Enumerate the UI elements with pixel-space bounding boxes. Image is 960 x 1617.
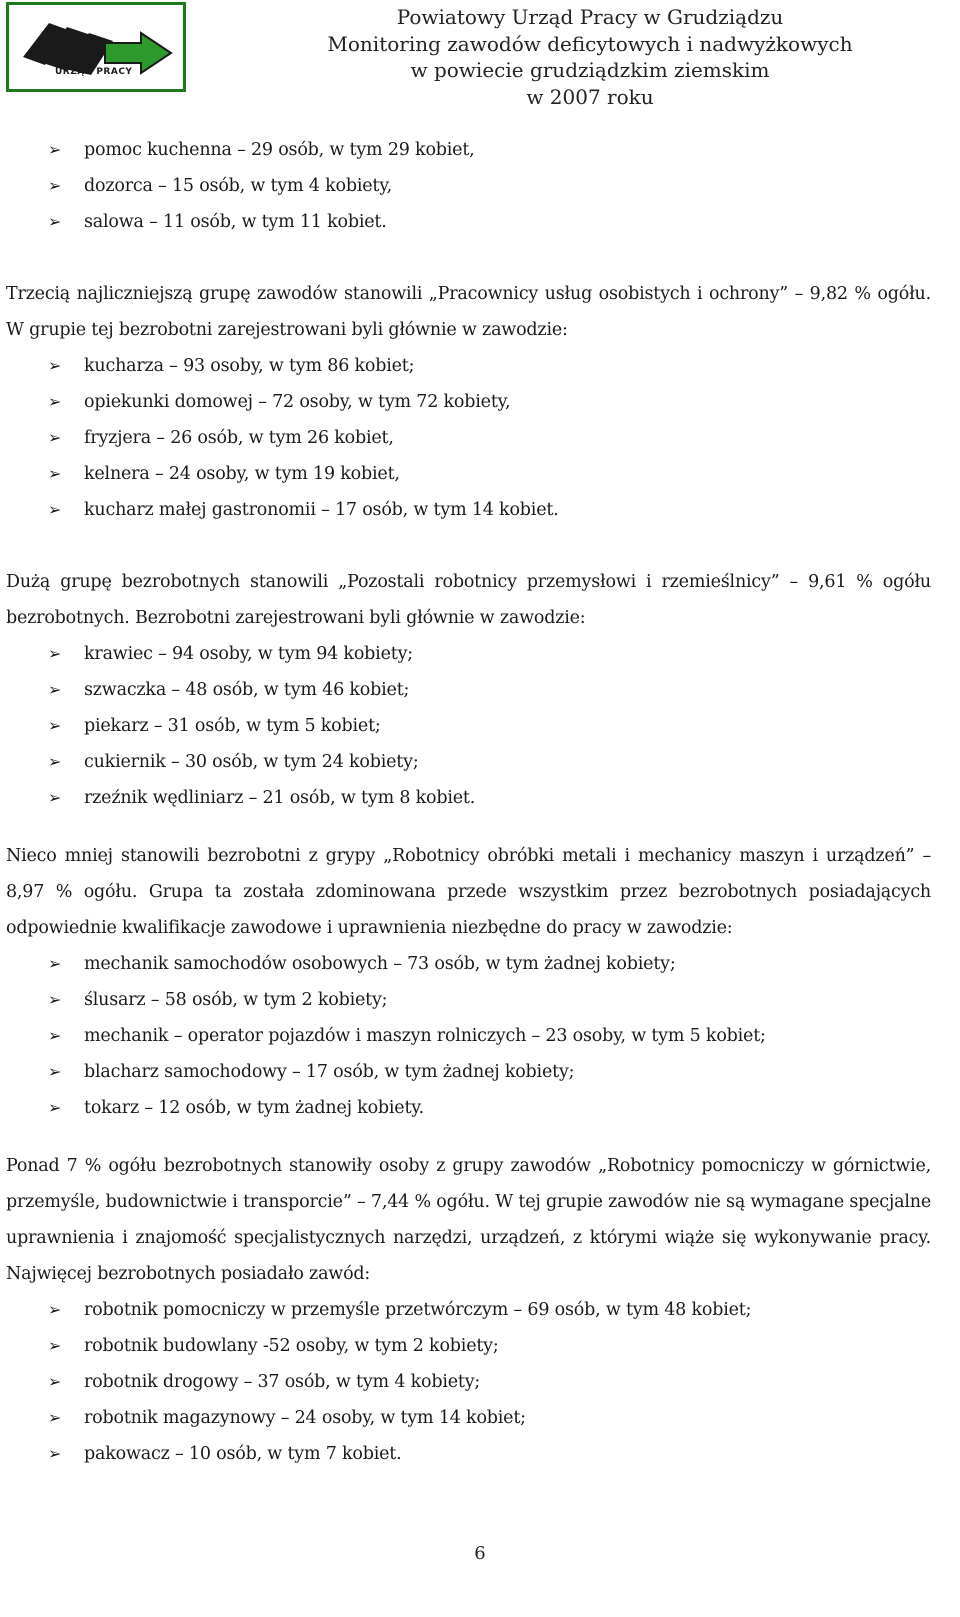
list-item: ➢ blacharz samochodowy – 17 osób, w tym żadnej kobiety; [6, 1054, 931, 1090]
arrow-bullet-icon: ➢ [48, 428, 62, 447]
arrow-bullet-icon: ➢ [48, 644, 62, 663]
list-item: ➢ dozorca – 15 osób, w tym 4 kobiety, [6, 168, 931, 204]
arrow-bullet-icon: ➢ [48, 990, 62, 1009]
paragraph-auxiliary-workers: Ponad 7 % ogółu bezrobotnych stanowiły osoby z grupy zawodów „Robotnicy pomocniczy w górnictwie, przemyśle, budownictwie i transporcie” – 7,44 % ogółu. W tej grupie zawodów nie są wymagane specjalne uprawnienia i znajomość specjalistycznych narzędzi, urządzeń, z którymi wiąże się wykonywanie pracy. Najwięcej bezrobotnych posiadało zawód: [6, 1156, 931, 1284]
arrow-bullet-icon: ➢ [48, 356, 62, 375]
list-services [6, 348, 931, 528]
list-item: ➢ robotnik magazynowy – 24 osoby, w tym 14 kobiet; [6, 1400, 931, 1436]
list-kitchen-jobs [6, 132, 931, 240]
document-body [6, 132, 931, 1472]
arrow-bullet-icon: ➢ [48, 788, 62, 807]
arrow-bullet-icon: ➢ [48, 752, 62, 771]
list-item: ➢ kucharz małej gastronomii – 17 osób, w tym 14 kobiet. [6, 492, 931, 528]
arrow-bullet-icon: ➢ [48, 176, 62, 195]
header-title-block [290, 4, 890, 110]
arrow-bullet-icon: ➢ [48, 1372, 62, 1391]
list-item: ➢ szwaczka – 48 osób, w tym 46 kobiet; [6, 672, 931, 708]
list-item: ➢ piekarz – 31 osób, w tym 5 kobiet; [6, 708, 931, 744]
list-item: ➢ kucharza – 93 osoby, w tym 86 kobiet; [6, 348, 931, 384]
list-item: ➢ fryzjera – 26 osób, w tym 26 kobiet, [6, 420, 931, 456]
logo-text: URZĄD PRACY [55, 67, 133, 77]
arrow-bullet-icon: ➢ [48, 500, 62, 519]
list-item: ➢ salowa – 11 osób, w tym 11 kobiet. [6, 204, 931, 240]
arrow-bullet-icon: ➢ [48, 1026, 62, 1045]
header-line-year: w 2007 roku [526, 84, 654, 109]
list-item: ➢ cukiernik – 30 osób, w tym 24 kobiety; [6, 744, 931, 780]
list-item: ➢ robotnik pomocniczy w przemyśle przetwórczym – 69 osób, w tym 48 kobiet; [6, 1292, 931, 1328]
paragraph-craftsmen: Dużą grupę bezrobotnych stanowili „Pozostali robotnicy przemysłowi i rzemieślnicy” – 9,61 % ogółu bezrobotnych. Bezrobotni zarejestrowani byli głównie w zawodzie: [6, 572, 931, 628]
list-item: ➢ ślusarz – 58 osób, w tym 2 kobiety; [6, 982, 931, 1018]
list-craftsmen [6, 636, 931, 816]
list-item: ➢ kelnera – 24 osoby, w tym 19 kobiet, [6, 456, 931, 492]
list-item: ➢ rzeźnik wędliniarz – 21 osób, w tym 8 kobiet. [6, 780, 931, 816]
paragraph-metalworkers: Nieco mniej stanowili bezrobotni z grypy „Robotnicy obróbki metali i mechanicy maszyn i urządzeń” – 8,97 % ogółu. Grupa ta została zdominowana przede wszystkim przez bezrobotnych posiadających odpowiednie kwalifikacje zawodowe i uprawnienia niezbędne do pracy w zawodzie: [6, 846, 931, 938]
list-item: ➢ mechanik samochodów osobowych – 73 osób, w tym żadnej kobiety; [6, 946, 931, 982]
arrow-bullet-icon: ➢ [48, 716, 62, 735]
list-item: ➢ robotnik drogowy – 37 osób, w tym 4 kobiety; [6, 1364, 931, 1400]
arrow-bullet-icon: ➢ [48, 212, 62, 231]
list-item: ➢ pomoc kuchenna – 29 osób, w tym 29 kobiet, [6, 132, 931, 168]
list-item: ➢ mechanik – operator pojazdów i maszyn rolniczych – 23 osoby, w tym 5 kobiet; [6, 1018, 931, 1054]
header-line-report: Monitoring zawodów deficytowych i nadwyżkowych [327, 31, 853, 56]
list-item: ➢ robotnik budowlany -52 osoby, w tym 2 kobiety; [6, 1328, 931, 1364]
list-item: ➢ tokarz – 12 osób, w tym żadnej kobiety. [6, 1090, 931, 1126]
arrow-bullet-icon: ➢ [48, 140, 62, 159]
header-line-region: w powiecie grudziądzkim ziemskim [410, 58, 770, 82]
list-item: ➢ opiekunki domowej – 72 osoby, w tym 72 kobiety, [6, 384, 931, 420]
list-item: ➢ krawiec – 94 osoby, w tym 94 kobiety; [6, 636, 931, 672]
arrow-bullet-icon: ➢ [48, 1098, 62, 1117]
list-item: ➢ pakowacz – 10 osób, w tym 7 kobiet. [6, 1436, 931, 1472]
arrow-bullet-icon: ➢ [48, 1062, 62, 1081]
arrow-bullet-icon: ➢ [48, 464, 62, 483]
arrow-bullet-icon: ➢ [48, 954, 62, 973]
list-auxiliary-workers [6, 1292, 931, 1472]
arrow-bullet-icon: ➢ [48, 680, 62, 699]
arrow-bullet-icon: ➢ [48, 392, 62, 411]
arrow-bullet-icon: ➢ [48, 1336, 62, 1355]
page-number: 6 [474, 1543, 486, 1564]
header-line-office: Powiatowy Urząd Pracy w Grudziądzu [396, 5, 784, 29]
arrow-bullet-icon: ➢ [48, 1444, 62, 1463]
urzad-pracy-logo [6, 2, 186, 92]
list-metalworkers [6, 946, 931, 1126]
arrow-bullet-icon: ➢ [48, 1300, 62, 1319]
page-header [0, 0, 960, 110]
paragraph-services: Trzecią najliczniejszą grupę zawodów stanowili „Pracownicy usług osobistych i ochrony” – 9,82 % ogółu. W grupie tej bezrobotni zarejestrowani byli głównie w zawodzie: [6, 284, 931, 340]
arrow-bullet-icon: ➢ [48, 1408, 62, 1427]
